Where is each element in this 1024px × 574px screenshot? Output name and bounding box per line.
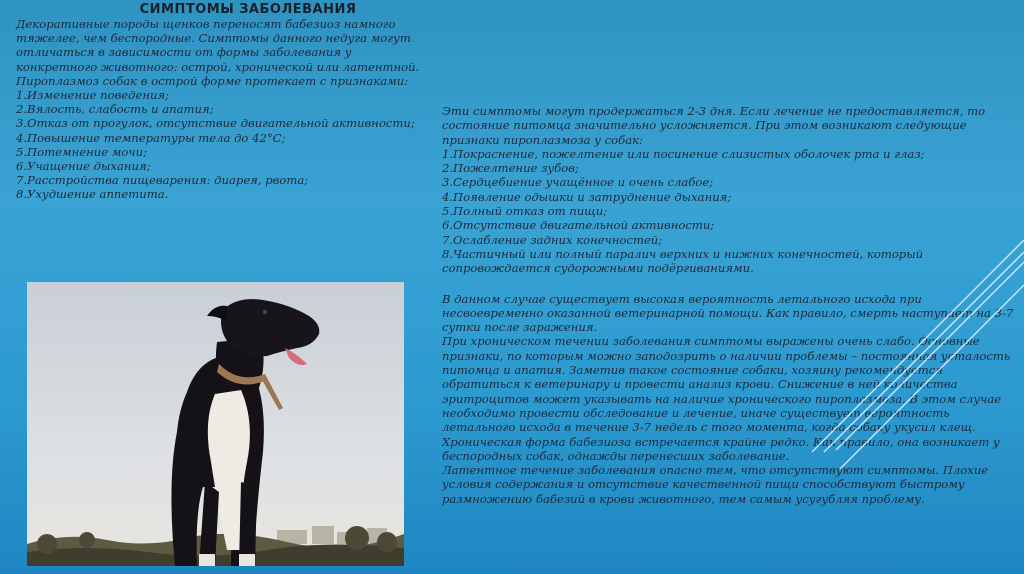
right-text-block <box>442 104 1022 506</box>
list-item: 3.Сердцебиение учащённое и очень слабое; <box>442 175 714 190</box>
list-item: 2.Вялость, слабость и апатия; <box>16 102 214 117</box>
left-acute-intro: Пироплазмоз собак в острой форме протекает с признаками: <box>16 73 409 88</box>
list-item: 1.Изменение поведения; <box>16 88 170 103</box>
list-item: 4.Повышение температуры тела до 42°С; <box>16 130 286 145</box>
paragraph: При хроническом течении заболевания симптомы выражены очень слабо. Основные признаки, по которым можно заподозрить о наличии проблемы – постоянная усталость питомца и апатия. Заметив такое состояние собаки, хозяину рекомендуется обратиться к ветеринару и провести анализ крови. Снижение в ней количества эритроцитов может указывать на наличие хронического пироплазмоза. В этом случае необходимо провести обследование и лечение, иначе существует вероятность летального исхода в течение 3-7 недель с того момента, когда собаку укусил клещ. Хроническая форма бабезиоза встречается крайне редко. Как правило, она возникает у беспородных собак, однажды перенесших заболевание. <box>442 334 1011 463</box>
left-text-block <box>16 17 430 202</box>
dog-photo <box>27 282 404 566</box>
dog-image <box>27 282 404 566</box>
paragraph: Латентное течение заболевания опасно тем, что отсутствуют симптомы. Плохие условия содержания и отсутствие качественной пищи способствуют быстрому размножению бабезий в крови животного, тем самым усугубляя проблему. <box>442 463 989 506</box>
list-item: 3.Отказ от прогулок, отсутствие двигательной активности; <box>16 116 415 131</box>
list-item: 8.Частичный или полный паралич верхних и нижних конечностей, который сопровождается судорожными подёргиваниями. <box>442 246 924 276</box>
list-item: 6.Отсутствие двигательной активности; <box>442 218 715 233</box>
slide-title: СИМПТОМЫ ЗАБОЛЕВАНИЯ <box>139 2 357 17</box>
list-item: 6.Учащение дыхания; <box>16 159 151 174</box>
list-item: 7.Ослабление задних конечностей; <box>442 232 663 247</box>
paragraph: В данном случае существует высокая вероятность летального исхода при несвоевременно оказанной ветеринарной помощи. Как правило, смерть наступает на 3-7 сутки после заражения. <box>442 291 1014 335</box>
list-item: 4.Появление одышки и затруднение дыхания; <box>442 189 732 204</box>
right-intro: Эти симптомы могут продержаться 2-3 дня. Если лечение не предоставляется, то состояние питомца значительно усложняется. При этом возникают следующие признаки пироплазмоза у собак: <box>442 104 986 147</box>
list-item: 5.Потемнение мочи; <box>16 144 147 159</box>
list-item: 7.Расстройства пищеварения: диарея, рвота; <box>16 173 309 188</box>
list-item: 1.Покраснение, пожелтение или посинение слизистых оболочек рта и глаз; <box>442 146 925 161</box>
list-item: 8.Ухудшение аппетита. <box>16 187 169 202</box>
left-intro: Декоративные породы щенков переносят бабезиоз намного тяжелее, чем беспородные. Симптомы данного недуга могут отличаться в зависимости от формы заболевания у конкретного животного: острой, хронической или латентной. <box>16 17 420 74</box>
spacer <box>442 276 1022 292</box>
list-item: 2.Пожелтение зубов; <box>442 161 579 176</box>
list-item: 5.Полный отказ от пищи; <box>442 204 608 219</box>
